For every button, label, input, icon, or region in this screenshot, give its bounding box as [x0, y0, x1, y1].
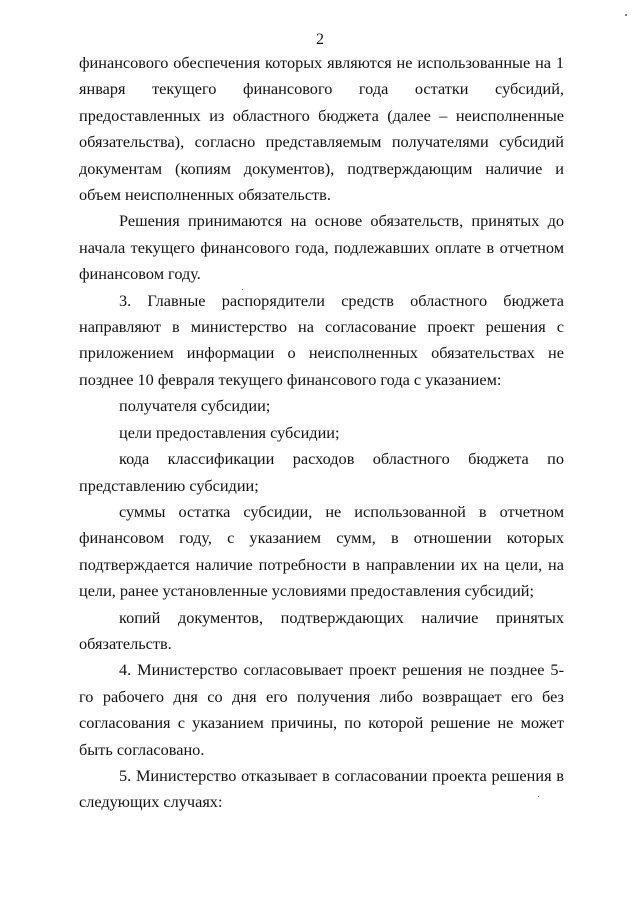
list-item-classification-code: кода классификации расходов областного бюджета по представлению субсидии; — [79, 449, 564, 495]
list-item-recipient: получателя субсидии; — [119, 396, 271, 416]
paragraph-continuation: финансового обеспечения которых являются не использованные на 1 января текущего финансового года остатки субсидий, предоставленных из областного бюджета (далее – неисполненные обязательства), согласно представляемым получателями субсидий документам (копиям документов), подтверждающим наличие и объем неисполненных обязательств. — [79, 53, 564, 205]
document-body — [79, 50, 564, 816]
paragraph-item-5: 5. Министерство отказывает в согласовании проекта решения в следующих случаях: — [79, 765, 564, 812]
paragraph-decisions-basis: Решения принимаются на основе обязательств, принятых до начала текущего финансового года, подлежавших оплате в отчетном финансовом году. — [79, 211, 564, 284]
list-item-document-copies: копий документов, подтверждающих наличие принятых обязательств. — [79, 607, 564, 653]
scan-speck — [538, 796, 539, 797]
list-item-remaining-amount: суммы остатка субсидии, не использованной в отчетном финансовом году, с указанием сумм, в отношении которых подтверждается наличие потребности в направлении их на цели, на цели, ранее установленные условиями предоставления субсидий; — [79, 501, 564, 601]
list-item-purpose: цели предоставления субсидии; — [119, 422, 340, 442]
paragraph-item-4: 4. Министерство согласовывает проект решения не позднее 5-го рабочего дня со дня его получения либо возвращает его без согласования с указанием причины, по которой решение не может быть согласовано. — [79, 660, 564, 759]
scan-speck — [242, 289, 243, 290]
scan-speck — [625, 14, 627, 16]
page-number: 2 — [316, 31, 324, 48]
paragraph-item-3: 3. Главные распорядители средств областного бюджета направляют в министерство на согласование проект решения с приложением информации о неисполненных обязательствах не позднее 10 февраля текущего финансового года с указанием: — [79, 290, 564, 389]
